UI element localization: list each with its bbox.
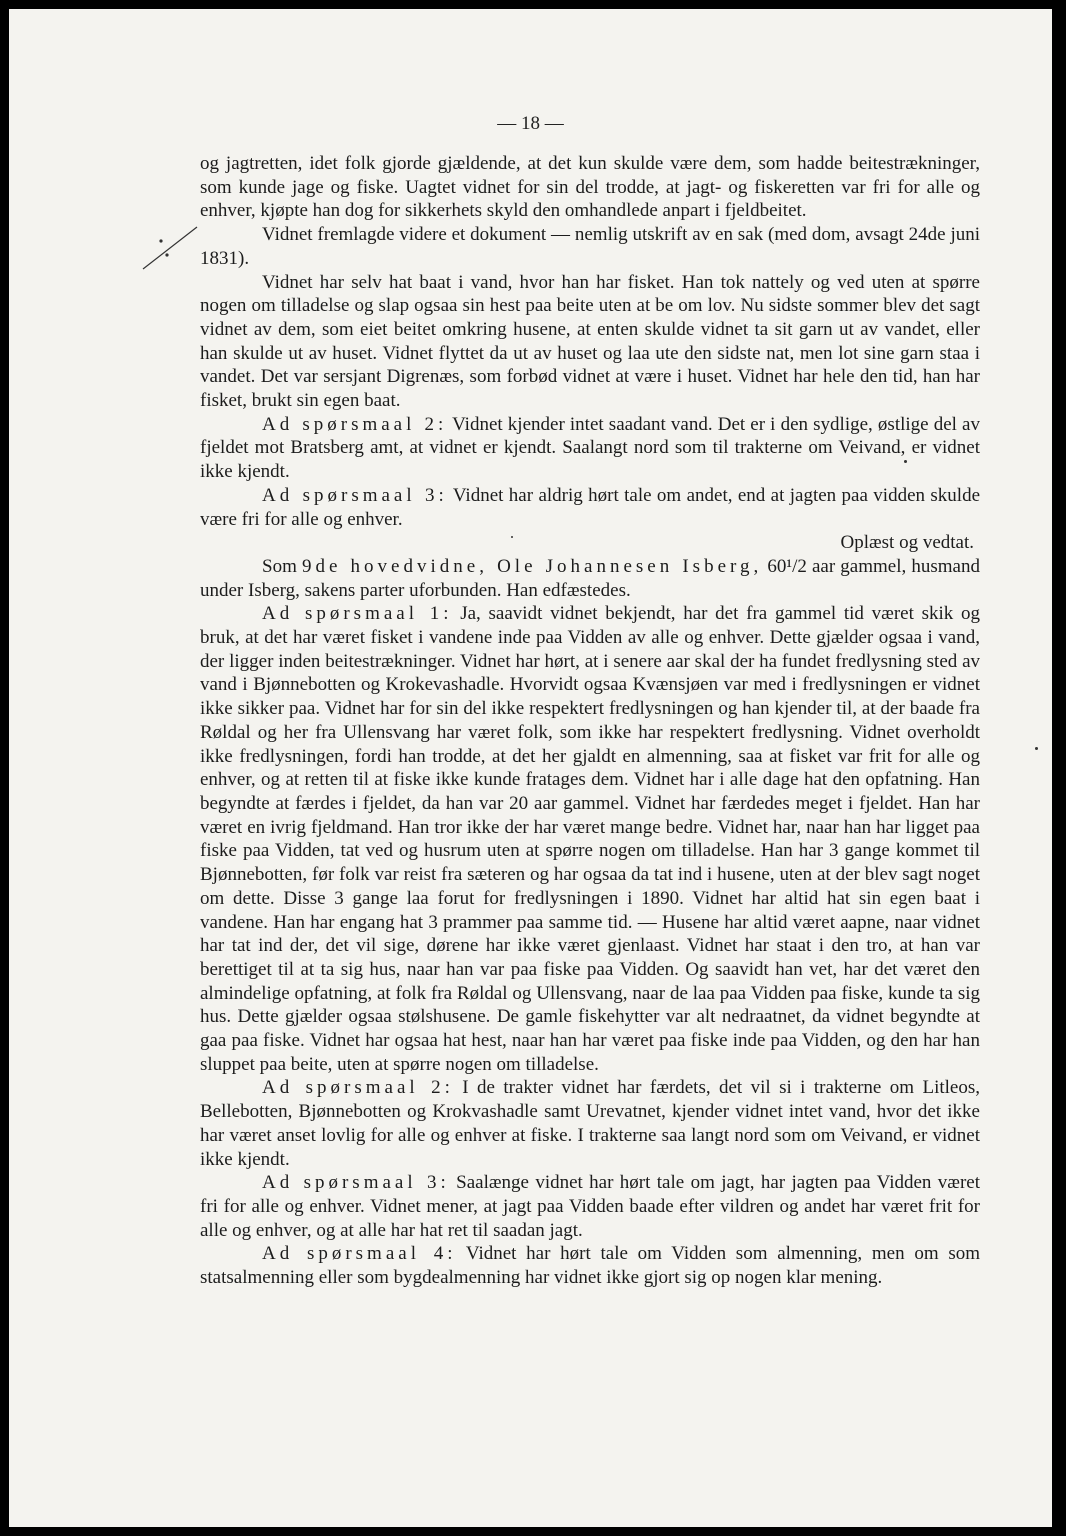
paragraph-text: Vidnet kjender intet saadant vand. Det er i den sydlige, østlige del av fjeldet mot Bratsberg amt, at vidnet er kjendt. Saalangt nord som til trakterne om Veivand, er vidnet ikke kjendt. [200, 413, 980, 483]
paragraph [200, 602, 980, 1076]
question-label: Ad spørsmaal 4: [262, 1243, 457, 1265]
paragraph [200, 1171, 980, 1242]
paragraph [200, 1242, 980, 1289]
paragraph [200, 223, 980, 270]
witness-details: 60¹/2 aar gammel, husmand under Isberg, sakens parter uforbunden. Han edfæstedes. [200, 555, 980, 601]
question-label: Ad spørsmaal 2: [262, 413, 448, 435]
question-label: Ad spørsmaal 3: [262, 484, 448, 506]
question-label: Ad spørsmaal 3: [262, 1172, 450, 1194]
page-number: — 18 — [497, 113, 564, 134]
paragraph-text: Vidnet fremlagde videre et dokument — nemlig utskrift av en sak (med dom, avsagt 24de juni 1831). [200, 224, 980, 269]
paragraph [200, 271, 980, 413]
paragraph [200, 152, 980, 223]
paragraph-text: Saalænge vidnet har hørt tale om jagt, har jagten paa Vidden været fri for alle og enhver. Vidnet mener, at jagt paa Vidden baade efter vildren og andet har været frit for alle og enhver, og at alle har hat ret til saadan jagt. [200, 1172, 980, 1241]
question-label: Ad spørsmaal 2: [262, 1077, 454, 1099]
paragraph [200, 413, 980, 484]
ink-speck [1035, 747, 1038, 750]
paragraph-text: I de trakter vidnet har færdets, det vil si i trakterne om Litleos, Bellebotten, Bjønnebotten og Krokvashadle samt Urevatnet, kjender vidnet intet vand, hvor det ikke har været anset lovlig for alle og enhver at fiske. I trakterne saa langt nord som om Veivand, er vidnet ikke kjendt. [200, 1077, 980, 1170]
paragraph-text: Vidnet har selv hat baat i vand, hvor han har fisket. Han tok nattely og ved uten at spørre nogen om tilladelse og slap ogsaa sin hest paa beite uten at be om lov. Nu sidste sommer blev det sagt vidnet av dem, som eiet beitet omkring husene, at enten skulde vidnet ta sit garn ut av vandet, eller han skulde ut av huset. Vidnet flyttet da ut av huset og laa ute den sidste nat, men lot sine garn staa i vandet. Det var sersjant Digrenæs, som forbød vidnet at være i huset. Vidnet har hele den tid, han har fisket, brukt sin egen baat. [200, 271, 980, 412]
paragraph-text: Vidnet har hørt tale om Vidden som almenning, men om som statsalmenning eller som bygdealmenning har vidnet ikke gjort sig op nogen klar mening. [200, 1243, 980, 1289]
body-text [200, 152, 980, 1290]
paragraph-text: og jagtretten, idet folk gjorde gjældende, at det kun skulde være dem, som hadde beitestrækninger, som kunde jage og fiske. Uagtet vidnet for sin del trodde, at jagt- og fiskeretten var fri for alle og enhver, kjøpte han dog for sikkerhets skyld den omhandlede anpart i fjeldbeitet. [200, 153, 980, 222]
witness-title: 9de hovedvidne, Ole Johannesen Isberg, [301, 555, 763, 577]
witness-intro: Som [262, 555, 302, 577]
paragraph-text: Ja, saavidt vidnet bekjendt, har det fra gammel tid været skik og bruk, at det har været fisket i vandene inde paa Vidden av alle og enhver. Dette gjælder ogsaa i vand, der ligger inden beitestrækninger. Vidnet har hørt, at i senere aar skal der ha fundet fredlysning sted av vand i Bjønnebotten og Krokevashadle. Hvorvidt ogsaa Kvænsjøen var med i fredlysningen er vidnet ikke sikker paa. Vidnet har for sin del ikke respektert fredlysningen og han kjender til, at der baade fra Røldal og her fra Ullensvang har været folk, som ikke har respektert fredlysning. Vidnet overholdt ikke fredlysningen, fordi han trodde, at det her gjaldt en almenning, saa at fisket var frit for alle og enhver, og at retten til at fiske ikke kunde fratages dem. Vidnet har i alle dage hat den opfatning. Han begyndte at færdes i fjeldet, da han var 20 aar gammel. Vidnet har færdedes meget i fjeldet. Han har været en ivrig fjeldmand. Han tror ikke der har været mange bedre. Vidnet har, naar han har ligget paa fiske paa Vidden, tat ved og husrum uten at spørre nogen om tilladelse. Han har 3 gange kommet til Bjønnebotten, før folk var reist fra sæteren og har ogsaa da tat ind i husene, uten at der blev sagt noget om dette. Disse 3 gange laa forut for fredlysningen i 1890. Vidnet har altid hat sin egen baat i vandene. Han har engang hat 3 prammer paa samme tid. — Husene har altid været aapne, naar vidnet har tat ind der, det vil sige, dørene har ikke været gjenlaast. Vidnet har staat i den tro, at han var berettiget til at ta sig hus, naar han var paa fiske paa Vidden. Og saavidt han vet, har det været den almindelige opfatning, at folk fra Røldal og Ullensvang, naar de laa paa Vidden paa fiske, kunde ta sig hus. Dette gjælder ogsaa stølshusene. De gamle fiskehytter var alt nedraatnet, da vidnet begyndte at gaa paa fiske. Vidnet har ogsaa hat hest, naar han har været paa fiske inde paa Vidden, og den har han sluppet paa beite, uten at spørre nogen om tilladelse. [200, 603, 980, 1075]
margin-annotation-mark [137, 223, 201, 273]
paragraph [200, 484, 980, 531]
question-label: Ad spørsmaal 1: [262, 603, 453, 625]
paragraph-text: Vidnet har aldrig hørt tale om andet, end at jagten paa vidden skulde være fri for alle og enhver. [200, 484, 981, 530]
document-page [9, 9, 1052, 1527]
signoff: Oplæst og vedtat. [840, 532, 974, 554]
witness-paragraph [200, 555, 980, 602]
paragraph [200, 1076, 980, 1171]
